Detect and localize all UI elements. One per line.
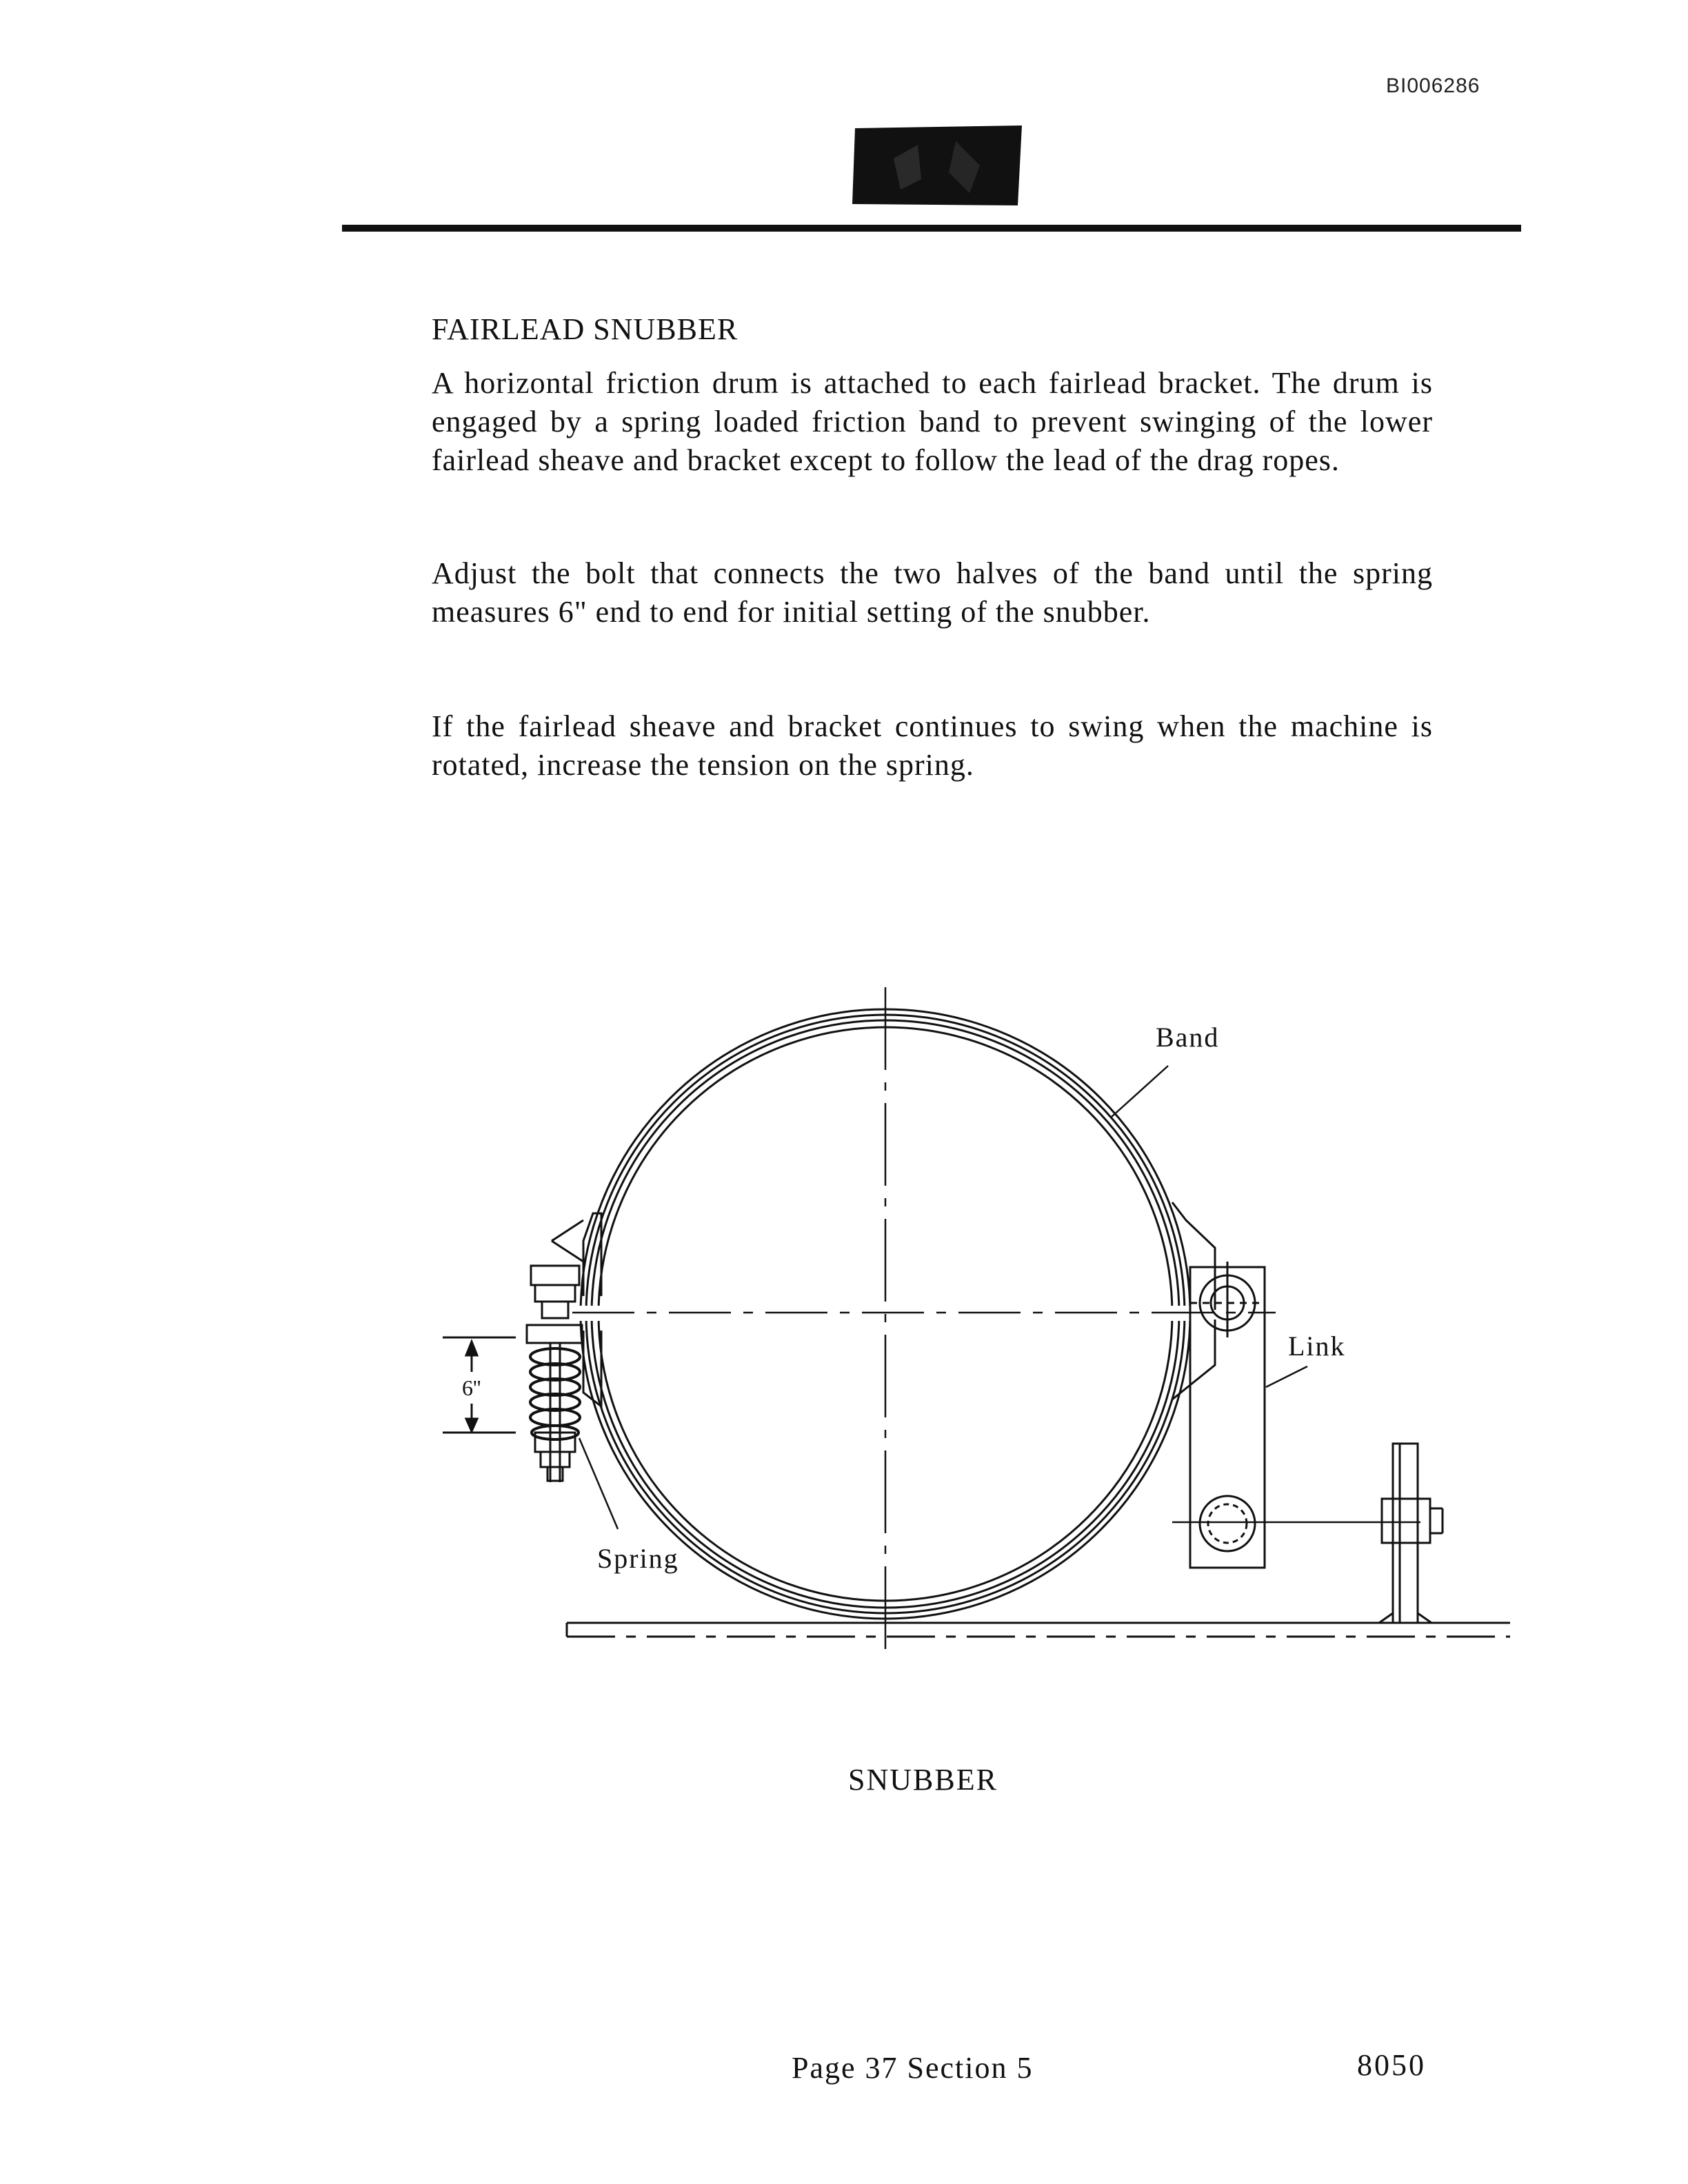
spring-coil (530, 1348, 580, 1439)
paragraph: If the fairlead sheave and bracket continues to swing when the machine is rotated, increase the tension on the spring. (432, 709, 1433, 782)
centerlines (572, 987, 1420, 1661)
label-band: Band (1156, 1022, 1220, 1053)
adjusting-bolt (527, 1266, 582, 1482)
figure-caption: SNUBBER (848, 1763, 998, 1797)
page-number: Page 37 Section 5 (792, 2051, 1034, 2085)
link-assembly (1172, 1202, 1265, 1568)
section-heading: FAIRLEAD SNUBBER (432, 312, 738, 346)
label-spring: Spring (597, 1543, 679, 1574)
document-id: BI006286 (1386, 74, 1480, 97)
fairlead-bracket (1379, 1444, 1443, 1623)
paragraph: Adjust the bolt that connects the two halves of the band until the spring measures 6" end to end for initial setting of the snubber. (432, 556, 1433, 629)
model-number: 8050 (1357, 2048, 1426, 2082)
paragraph: A horizontal friction drum is attached to each fairlead bracket. The drum is engaged by a spring loaded friction band to prevent swinging of the lower fairlead sheave and bracket except to follow the lead of the drag ropes. (432, 366, 1433, 477)
leader-lines (579, 1066, 1307, 1529)
base-plate (567, 1623, 1510, 1637)
label-dimension: 6'' (462, 1375, 481, 1400)
label-link: Link (1288, 1331, 1346, 1362)
